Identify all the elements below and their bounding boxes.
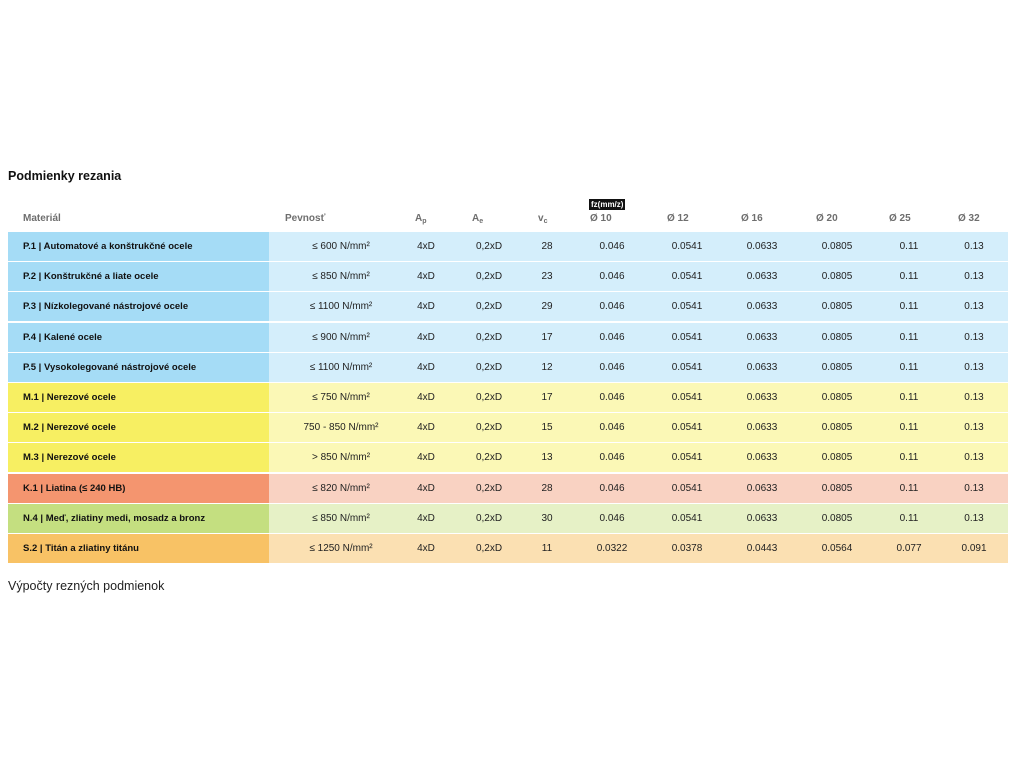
d20-cell: 0.0805: [821, 422, 853, 434]
d25-cell: 0.11: [899, 361, 919, 373]
d20-cell: 0.0805: [821, 482, 853, 494]
pevnost-cell: ≤ 850 N/mm²: [312, 512, 370, 524]
header-d32: Ø 32: [958, 213, 980, 224]
values-cell-group: [269, 413, 1008, 442]
d20-cell: 0.0805: [821, 271, 853, 283]
material-cell: S.2 | Titán a zliatiny titánu: [8, 534, 269, 563]
d12-cell: 0.0378: [671, 542, 703, 554]
d32-cell: 0.13: [964, 331, 984, 343]
vc-cell: 28: [541, 241, 553, 252]
ap-cell: 4xD: [417, 271, 435, 283]
ap-cell: 4xD: [417, 301, 435, 313]
pevnost-cell: ≤ 900 N/mm²: [312, 331, 370, 343]
d20-cell: 0.0805: [821, 241, 853, 252]
pevnost-cell: ≤ 600 N/mm²: [312, 241, 370, 252]
vc-cell: 23: [541, 271, 553, 283]
d16-cell: 0.0633: [746, 422, 778, 434]
values-cell-group: [269, 232, 1008, 261]
header-material: Materiál: [23, 213, 61, 224]
ae-cell: 0,2xD: [475, 361, 503, 373]
material-cell: P.1 | Automatové a konštrukčné ocele: [8, 232, 269, 261]
ap-cell: 4xD: [417, 512, 435, 524]
d32-cell: 0.091: [961, 542, 987, 554]
d25-cell: 0.11: [899, 241, 919, 252]
d20-cell: 0.0805: [821, 301, 853, 313]
ae-cell: 0,2xD: [475, 301, 503, 313]
d16-cell: 0.0633: [746, 512, 778, 524]
d32-cell: 0.13: [964, 422, 984, 434]
material-cell: P.3 | Nízkolegované nástrojové ocele: [8, 292, 269, 321]
d16-cell: 0.0633: [746, 361, 778, 373]
table-header: [8, 210, 1008, 232]
ae-cell: 0,2xD: [475, 542, 503, 554]
pevnost-cell: ≤ 1100 N/mm²: [309, 361, 373, 373]
table-caption: Výpočty rezných podmienok: [8, 579, 165, 593]
vc-cell: 13: [541, 452, 553, 464]
table-row: [8, 383, 1008, 412]
d32-cell: 0.13: [964, 512, 984, 524]
d16-cell: 0.0633: [746, 482, 778, 494]
section-title: Podmienky rezania: [8, 169, 122, 183]
values-cell-group: [269, 443, 1008, 472]
d25-cell: 0.11: [899, 422, 919, 434]
material-cell: P.2 | Konštrukčné a liate ocele: [8, 262, 269, 291]
values-cell-group: [269, 323, 1008, 352]
d12-cell: 0.0541: [671, 452, 703, 464]
d16-cell: 0.0633: [746, 241, 778, 252]
ae-cell: 0,2xD: [475, 391, 503, 403]
values-cell-group: [269, 504, 1008, 533]
d12-cell: 0.0541: [671, 482, 703, 494]
d12-cell: 0.0541: [671, 271, 703, 283]
d10-cell: 0.046: [599, 422, 625, 434]
d32-cell: 0.13: [964, 241, 984, 252]
d16-cell: 0.0633: [746, 391, 778, 403]
d10-cell: 0.046: [599, 241, 625, 252]
d16-cell: 0.0633: [746, 271, 778, 283]
d32-cell: 0.13: [964, 301, 984, 313]
d10-cell: 0.046: [599, 512, 625, 524]
d10-cell: 0.046: [599, 301, 625, 313]
header-d20: Ø 20: [816, 213, 838, 224]
material-cell: M.3 | Nerezové ocele: [8, 443, 269, 472]
vc-cell: 17: [541, 391, 553, 403]
header-d16: Ø 16: [741, 213, 763, 224]
pevnost-cell: 750 - 850 N/mm²: [303, 422, 379, 434]
d32-cell: 0.13: [964, 482, 984, 494]
header-d25: Ø 25: [889, 213, 911, 224]
d32-cell: 0.13: [964, 391, 984, 403]
pevnost-cell: ≤ 1250 N/mm²: [309, 542, 373, 554]
values-cell-group: [269, 383, 1008, 412]
ap-cell: 4xD: [417, 241, 435, 252]
table-row: [8, 504, 1008, 533]
d25-cell: 0.11: [899, 482, 919, 494]
d10-cell: 0.046: [599, 331, 625, 343]
table-row: [8, 474, 1008, 503]
d20-cell: 0.0805: [821, 391, 853, 403]
ae-cell: 0,2xD: [475, 422, 503, 434]
d25-cell: 0.11: [899, 391, 919, 403]
values-cell-group: [269, 262, 1008, 291]
d16-cell: 0.0633: [746, 331, 778, 343]
vc-cell: 29: [541, 301, 553, 313]
table-body: [8, 232, 1008, 563]
ae-cell: 0,2xD: [475, 241, 503, 252]
ae-cell: 0,2xD: [475, 452, 503, 464]
vc-cell: 30: [541, 512, 553, 524]
d10-cell: 0.046: [599, 452, 625, 464]
d25-cell: 0.077: [896, 542, 922, 554]
fz-unit-badge: fz(mm/z): [591, 200, 624, 209]
ap-cell: 4xD: [417, 422, 435, 434]
ap-cell: 4xD: [417, 452, 435, 464]
ae-cell: 0,2xD: [475, 482, 503, 494]
table-row: [8, 353, 1008, 382]
table-row: [8, 323, 1008, 352]
ap-cell: 4xD: [417, 361, 435, 373]
vc-cell: 28: [541, 482, 553, 494]
d32-cell: 0.13: [964, 452, 984, 464]
header-d10: Ø 10: [590, 213, 612, 224]
d20-cell: 0.0805: [821, 512, 853, 524]
d10-cell: 0.0322: [596, 542, 628, 554]
cutting-conditions-table: [8, 210, 1008, 564]
d25-cell: 0.11: [899, 331, 919, 343]
ae-cell: 0,2xD: [475, 512, 503, 524]
d25-cell: 0.11: [899, 512, 919, 524]
d10-cell: 0.046: [599, 271, 625, 283]
values-cell-group: [269, 353, 1008, 382]
ap-cell: 4xD: [417, 542, 435, 554]
values-cell-group: [269, 534, 1008, 563]
d12-cell: 0.0541: [671, 241, 703, 252]
d10-cell: 0.046: [599, 482, 625, 494]
material-cell: M.1 | Nerezové ocele: [8, 383, 269, 412]
d10-cell: 0.046: [599, 361, 625, 373]
header-ae: $A_e$: [472, 213, 484, 225]
values-cell-group: [269, 474, 1008, 503]
material-cell: M.2 | Nerezové ocele: [8, 413, 269, 442]
header-d12: Ø 12: [667, 213, 689, 224]
d12-cell: 0.0541: [671, 512, 703, 524]
table-row: [8, 232, 1008, 261]
d25-cell: 0.11: [899, 271, 919, 283]
ae-cell: 0,2xD: [475, 331, 503, 343]
material-cell: N.4 | Meď, zliatiny medi, mosadz a bronz: [8, 504, 269, 533]
d12-cell: 0.0541: [671, 422, 703, 434]
d12-cell: 0.0541: [671, 391, 703, 403]
vc-cell: 15: [541, 422, 553, 434]
d16-cell: 0.0633: [746, 452, 778, 464]
d32-cell: 0.13: [964, 361, 984, 373]
pevnost-cell: ≤ 850 N/mm²: [312, 271, 370, 283]
d16-cell: 0.0633: [746, 301, 778, 313]
d32-cell: 0.13: [964, 271, 984, 283]
table-row: [8, 534, 1008, 563]
pevnost-cell: ≤ 1100 N/mm²: [309, 301, 373, 313]
pevnost-cell: ≤ 820 N/mm²: [312, 482, 370, 494]
table-row: [8, 413, 1008, 442]
vc-cell: 17: [541, 331, 553, 343]
d16-cell: 0.0443: [746, 542, 778, 554]
d12-cell: 0.0541: [671, 301, 703, 313]
ap-cell: 4xD: [417, 331, 435, 343]
ae-cell: 0,2xD: [475, 271, 503, 283]
vc-cell: 12: [541, 361, 553, 373]
table-row: [8, 292, 1008, 321]
material-cell: K.1 | Liatina (≤ 240 HB): [8, 474, 269, 503]
material-cell: P.5 | Vysokolegované nástrojové ocele: [8, 353, 269, 382]
header-ap: $A_p$: [415, 213, 427, 225]
pevnost-cell: ≤ 750 N/mm²: [312, 391, 370, 403]
d25-cell: 0.11: [899, 452, 919, 464]
d20-cell: 0.0805: [821, 452, 853, 464]
material-cell: P.4 | Kalené ocele: [8, 323, 269, 352]
header-vc: $v_c$: [538, 213, 548, 225]
pevnost-cell: > 850 N/mm²: [311, 452, 371, 464]
d25-cell: 0.11: [899, 301, 919, 313]
d12-cell: 0.0541: [671, 331, 703, 343]
header-pevnost: Pevnosť: [285, 213, 326, 224]
vc-cell: 11: [541, 542, 553, 554]
values-cell-group: [269, 292, 1008, 321]
d12-cell: 0.0541: [671, 361, 703, 373]
table-row: [8, 262, 1008, 291]
ap-cell: 4xD: [417, 391, 435, 403]
d20-cell: 0.0564: [821, 542, 853, 554]
d20-cell: 0.0805: [821, 361, 853, 373]
d20-cell: 0.0805: [821, 331, 853, 343]
d10-cell: 0.046: [599, 391, 625, 403]
ap-cell: 4xD: [417, 482, 435, 494]
table-row: [8, 443, 1008, 472]
